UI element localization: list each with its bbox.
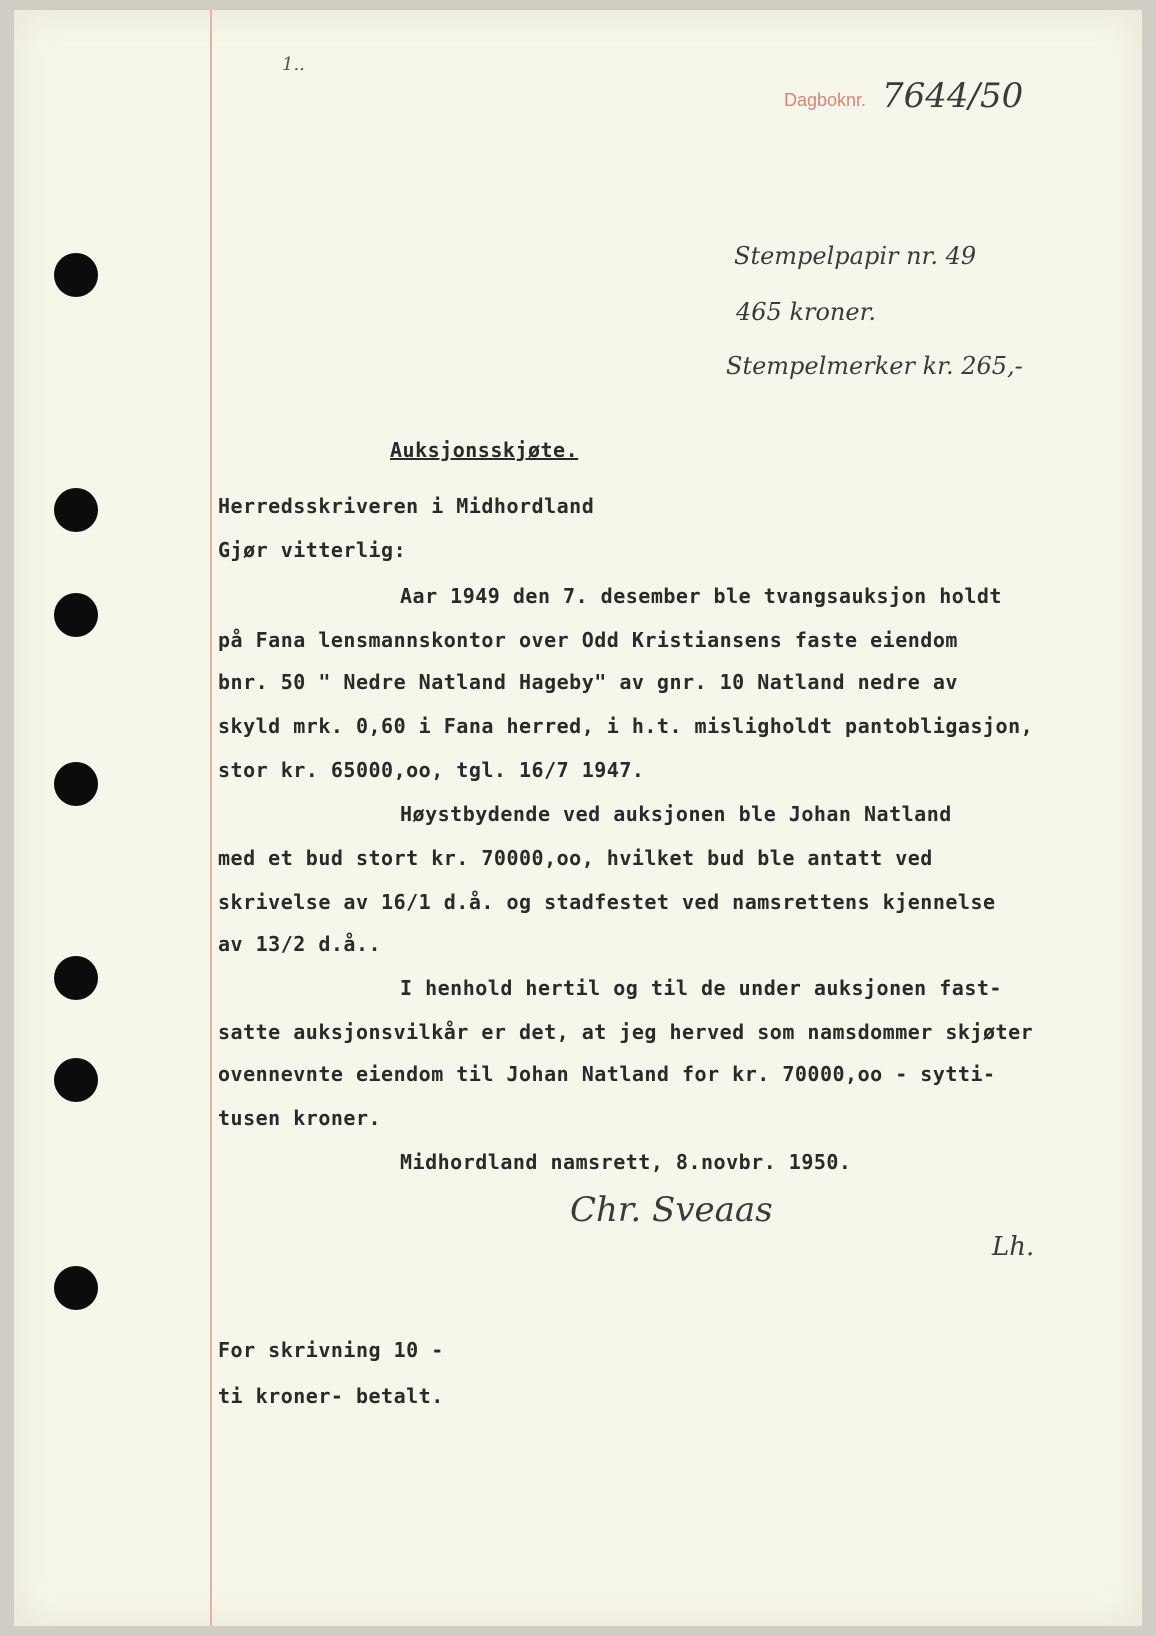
corner-mark: 1..: [282, 54, 305, 75]
text-line: bnr. 50 " Nedre Natland Hageby" av gnr. 10 Natland nedre av: [218, 670, 958, 694]
text-line: skrivelse av 16/1 d.å. og stadfestet ved namsrettens kjennelse: [218, 890, 996, 914]
initials: Lh.: [992, 1232, 1035, 1262]
text-line: ovennevnte eiendom til Johan Natland for kr. 70000,oo - sytti-: [218, 1062, 996, 1086]
footer-line: ti kroner- betalt.: [218, 1384, 444, 1408]
text-line: Midhordland namsrett, 8.novbr. 1950.: [400, 1150, 852, 1174]
margin-line: [210, 10, 212, 1626]
text-line: tusen kroner.: [218, 1106, 382, 1130]
text-line: satte auksjonsvilkår er det, at jeg herved som namsdommer skjøter: [218, 1020, 1034, 1044]
punch-hole: [54, 762, 98, 806]
text-line: stor kr. 65000,oo, tgl. 16/7 1947.: [218, 758, 645, 782]
punch-hole: [54, 593, 98, 637]
punch-hole: [54, 956, 98, 1000]
punch-hole: [54, 253, 98, 297]
text-line: Aar 1949 den 7. desember ble tvangsauksjon holdt: [400, 584, 1002, 608]
text-line: skyld mrk. 0,60 i Fana herred, i h.t. misligholdt pantobligasjon,: [218, 714, 1034, 738]
footer-line: For skrivning 10 -: [218, 1338, 444, 1362]
punch-hole: [54, 1058, 98, 1102]
punch-hole: [54, 488, 98, 532]
stamp-note-1: Stempelpapir nr. 49: [734, 242, 977, 270]
text-line: med et bud stort kr. 70000,oo, hvilket bud ble antatt ved: [218, 846, 933, 870]
text-line: på Fana lensmannskontor over Odd Kristiansens faste eiendom: [218, 628, 958, 652]
text-line: I henhold hertil og til de under auksjonen fast-: [400, 976, 1002, 1000]
dagboknr-stamp-label: Dagboknr.: [784, 90, 867, 110]
text-line: Herredsskriveren i Midhordland: [218, 494, 595, 518]
text-line: Gjør vitterlig:: [218, 538, 407, 562]
text-line: av 13/2 d.å..: [218, 932, 382, 956]
dagbok-number: 7644/50: [882, 76, 1024, 116]
document-title: Auksjonsskjøte.: [390, 438, 579, 462]
stamp-note-2: 465 kroner.: [736, 298, 877, 326]
signature: Chr. Sveaas: [570, 1190, 773, 1230]
punch-hole: [54, 1266, 98, 1310]
stamp-note-3: Stempelmerker kr. 265,-: [726, 352, 1023, 380]
document-page: [14, 10, 1142, 1626]
text-line: Høystbydende ved auksjonen ble Johan Natland: [400, 802, 952, 826]
